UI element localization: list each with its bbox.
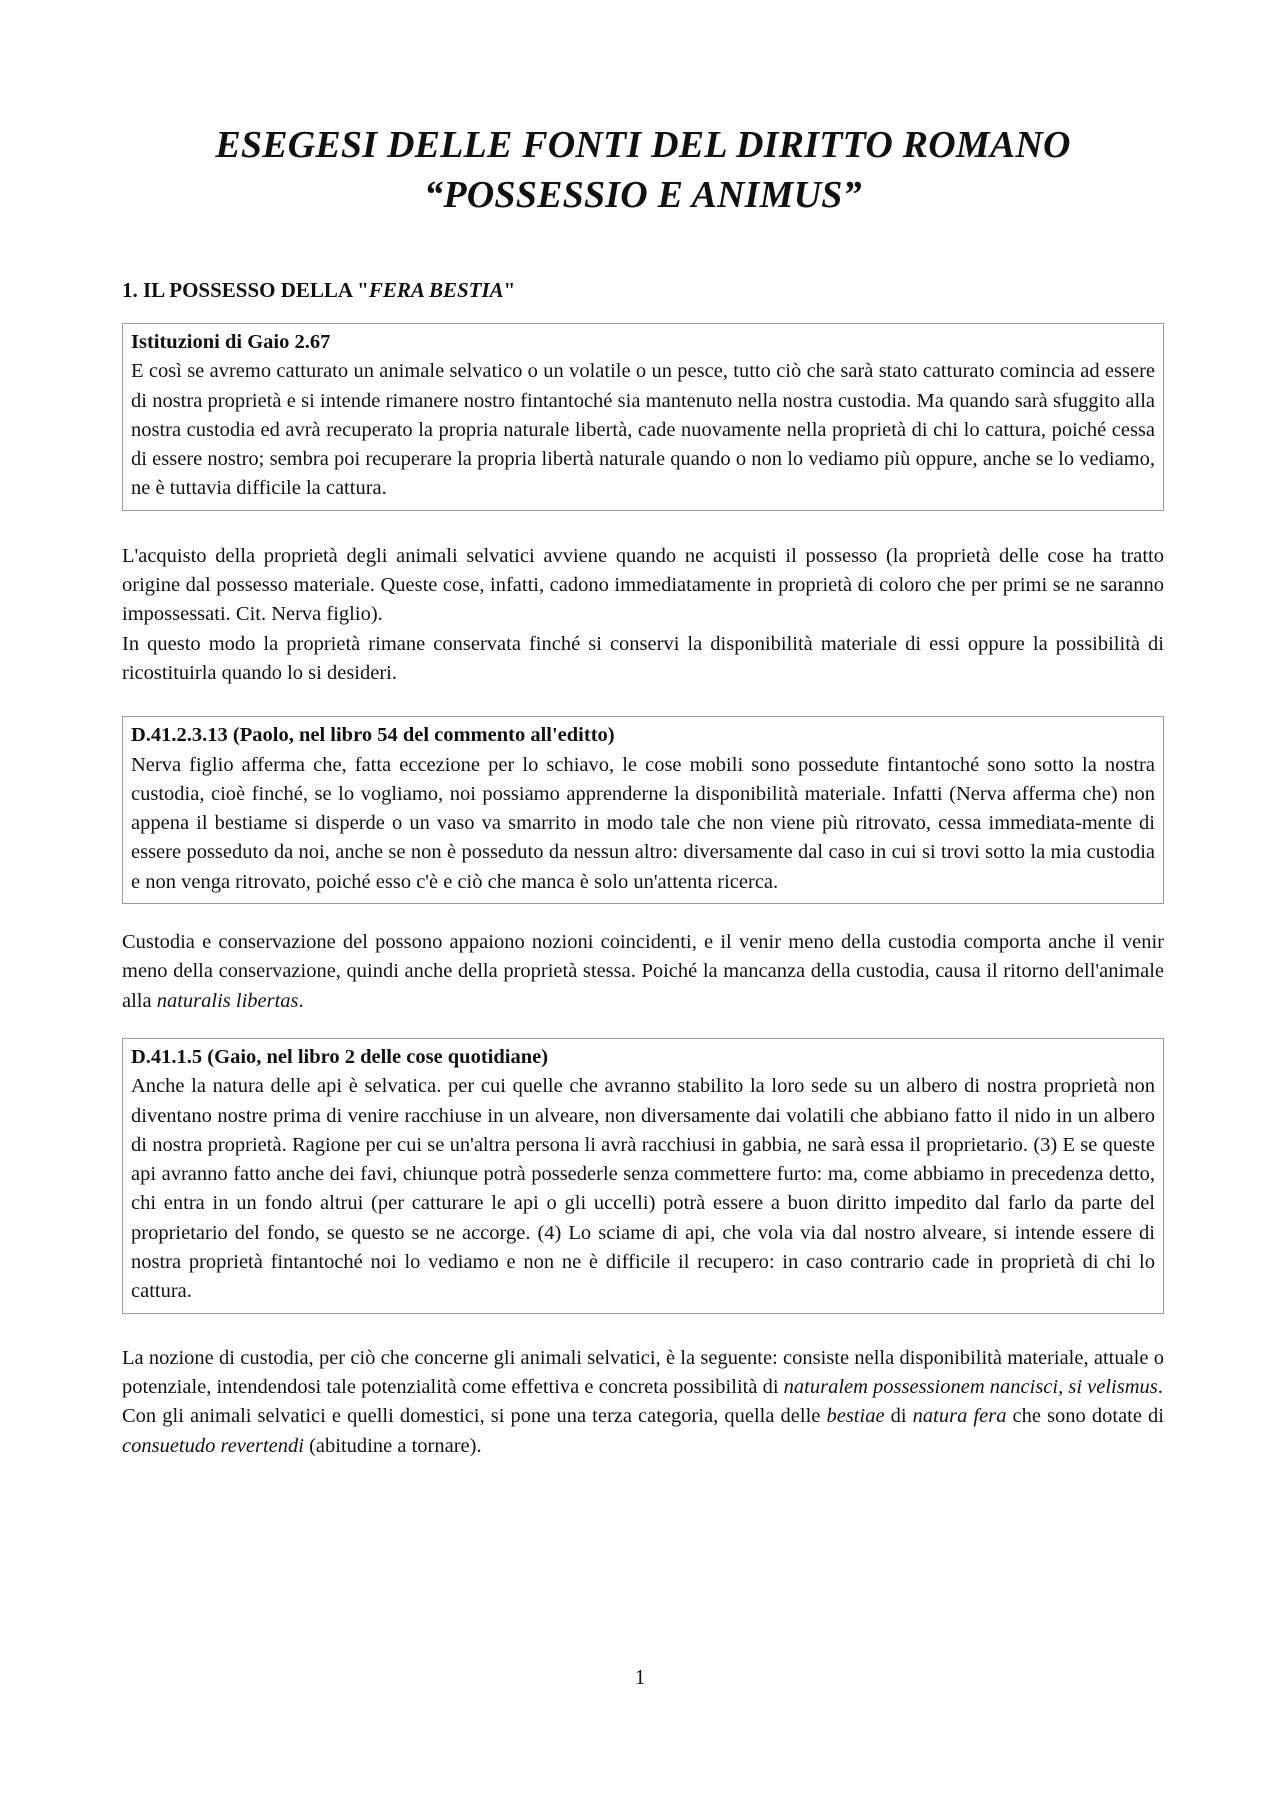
- section-heading-italic: FERA BESTIA: [368, 278, 504, 302]
- quote-box-d-41-1-5: [122, 1038, 1164, 1314]
- section-heading-1: [122, 276, 1164, 304]
- page-number: 1: [634, 1665, 646, 1689]
- quote-text: Anche la natura delle api è selvatica. per cui quelle che avranno stabilito la loro sede su un albero di nostra proprietà non diventano nostre prima di venire racchiuse in un alveare, non diversamente dai volatili che abbiano fatto il nido in un albero di nostra proprietà. Ragione per cui se un'altra persona li avrà racchiusi in gabbia, ne sarà essa il proprietario. (3) E se queste api avranno fatto anche dei favi, chiunque potrà possederle senza commettere furto: ma, come abbiamo in precedenza detto, chi entra in un fondo altrui (per catturare le api o gli uccelli) potrà essere a buon diritto impedito dal farlo da parte del proprietario del fondo, se questo se ne accorge. (4) Lo sciame di api, che vola via dal nostro alveare, si intende essere di nostra proprietà fintantoché noi lo vediamo e non ne è difficile il recupero: in caso contrario cade in proprietà di chi lo cattura.: [131, 1075, 1155, 1303]
- quote-source: D.41.1.5 (Gaio, nel libro 2 delle cose quotidiane): [131, 1045, 549, 1068]
- quote-text: E così se avremo catturato un animale selvatico o un volatile o un pesce, tutto ciò che sarà stato catturato comincia ad essere di nostra proprietà e si intende rimanere nostro fintantoché sia mantenuto nella nostra custodia. Ma quando sarà sfuggito alla nostra custodia ed avrà recuperato la propria naturale libertà, cade nuovamente nella proprietà di chi lo cattura, poiché cessa di essere nostro; sembra poi recuperare la propria libertà naturale quando o non lo vediamo più oppure, anche se lo vediamo, ne è tuttavia difficile la cattura.: [131, 360, 1155, 500]
- paragraph-text: di: [884, 1405, 913, 1428]
- quote-source: Istituzioni di Gaio 2.67: [131, 331, 331, 353]
- paragraph-text: Custodia e conservazione del possono appaiono nozioni coincidenti, e il venir meno della custodia comporta anche il venir meno della conservazione, quindi anche della proprietà stessa. Poiché la mancanza della custodia, causa il ritorno dell'animale alla: [122, 931, 1164, 1012]
- paragraph-nozione-custodia: [122, 1344, 1164, 1461]
- section-heading-prefix: 1. IL POSSESSO DELLA ": [122, 278, 369, 302]
- document-page: [122, 120, 1164, 1461]
- paragraph-text: .: [1157, 1375, 1163, 1398]
- paragraph-text: che sono dotate di: [1006, 1405, 1164, 1428]
- title-line-2: “POSSESSIO E ANIMUS”: [424, 174, 862, 216]
- paragraph-italic: naturalem possessionem nancisci, si velismus: [783, 1375, 1158, 1398]
- paragraph-italic: naturalis libertas: [156, 989, 299, 1012]
- paragraph-line: L'acquisto della proprietà degli animali selvatici avviene quando ne acquisti il possesso (la proprietà delle cose ha tratto origine dal possesso materiale. Queste cose, infatti, cadono immediatamente in proprietà di coloro che per primi se ne saranno impossessati. Cit. Nerva figlio).: [122, 544, 1164, 626]
- paragraph-text: .: [298, 989, 304, 1012]
- paragraph-text: (abitudine a tornare).: [303, 1434, 482, 1457]
- paragraph-text: La nozione di custodia, per ciò che concerne gli animali selvatici, è la seguente: consiste nella disponibilità materiale, attuale o potenziale, intendendosi tale potenzialità come effettiva e concreta possibilità di: [122, 1346, 1164, 1398]
- title-line-1: ESEGESI DELLE FONTI DEL DIRITTO ROMANO: [215, 124, 1071, 166]
- paragraph-custodia: [122, 928, 1164, 1016]
- paragraph-acquisto: [122, 542, 1164, 688]
- paragraph-italic: natura fera: [912, 1405, 1007, 1428]
- document-title: [122, 120, 1164, 220]
- quote-source: D.41.2.3.13 (Paolo, nel libro 54 del commento all'editto): [131, 724, 615, 747]
- quote-box-d-41-2-3-13: [122, 716, 1164, 904]
- section-heading-suffix: ": [503, 278, 516, 302]
- paragraph-italic: consuetudo revertendi: [122, 1434, 304, 1457]
- paragraph-text: Con gli animali selvatici e quelli domestici, si pone una terza categoria, quella delle: [122, 1405, 827, 1428]
- quote-box-gaio-2-67: [122, 323, 1164, 511]
- paragraph-italic: bestiae: [826, 1405, 885, 1428]
- paragraph-line: In questo modo la proprietà rimane conservata finché si conservi la disponibilità materiale di essi oppure la possibilità di ricostituirla quando lo si desideri.: [122, 632, 1164, 684]
- quote-text: Nerva figlio afferma che, fatta eccezione per lo schiavo, le cose mobili sono possedute fintantoché sono sotto la nostra custodia, cioè finché, se lo vogliamo, noi possiamo apprenderne la disponibilità materiale. Infatti (Nerva afferma che) non appena il bestiame si disperde o un vaso va smarrito in modo tale che non viene più ritrovato, cessa immediata-mente di essere posseduto da noi, anche se non è posseduto da nessun altro: diversamente dal caso in cui si trovi sotto la mia custodia e non venga ritrovato, poiché esso c'è e ciò che manca è solo un'attenta ricerca.: [131, 753, 1155, 893]
